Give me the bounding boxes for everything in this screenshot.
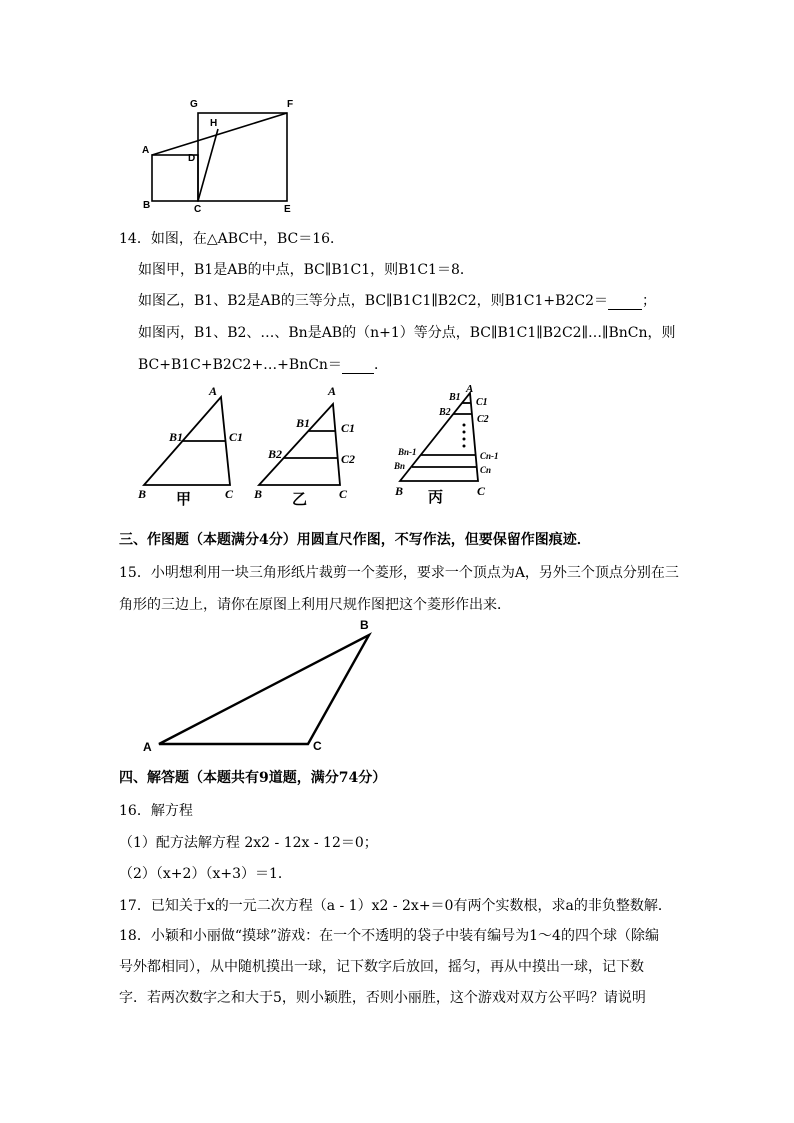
bing-label-Bn: Bn xyxy=(394,461,406,471)
q14-line4: 如图丙，B1、B2、…、Bn是AB的（n+1）等分点，BC∥B1C1∥B2C2∥…∥BnCn，则 xyxy=(138,325,676,341)
q14-line3-end: ； xyxy=(641,293,656,309)
q18-line1: 18．小颖和小丽做“摸球”游戏：在一个不透明的袋子中装有编号为1～4的四个球（除编 xyxy=(119,928,659,944)
q15-label-A: A xyxy=(143,740,152,754)
q14-line5 xyxy=(138,354,388,374)
q16-title: 16．解方程 xyxy=(119,803,193,819)
jia-label-B1: B1 xyxy=(169,430,184,444)
label-G: G xyxy=(190,99,198,110)
label-B: B xyxy=(143,200,151,211)
bing-label-C2: C2 xyxy=(477,414,489,425)
yi-label-B2: B2 xyxy=(268,447,283,461)
label-E: E xyxy=(284,204,291,215)
yi-label-B1: B1 xyxy=(296,416,311,430)
bing-label-C: C xyxy=(477,484,486,498)
bing-label-Cn: Cn xyxy=(480,465,492,475)
q14-line1: 14．如图，在△ABC中，BC＝16． xyxy=(119,231,345,247)
section-3-title: 三、作图题（本题满分4分）用圆直尺作图，不写作法，但要保留作图痕迹． xyxy=(119,532,591,548)
label-H: H xyxy=(210,118,218,129)
question-17: 17．已知关于x的一元二次方程（a - 1）x2 - 2x+＝0有两个实数根，求a的非负整数解． xyxy=(119,898,672,914)
q14-line5-end: ． xyxy=(373,357,388,373)
q18-line3: 字．若两次数字之和大于5，则小颖胜，否则小丽胜，这个游戏对双方公平吗？请说明 xyxy=(119,990,646,1006)
jia-label-A: A xyxy=(209,384,218,398)
bing-label-B1: B1 xyxy=(449,392,461,403)
bing-label-Cn-1: Cn-1 xyxy=(480,451,499,461)
label-C: C xyxy=(194,204,202,215)
label-D: D xyxy=(188,153,196,164)
q14-line2: 如图甲，B1是AB的中点，BC∥B1C1，则B1C1＝8． xyxy=(138,262,474,278)
jia-caption: 甲 xyxy=(176,490,192,508)
bing-label-B2: B2 xyxy=(439,407,451,418)
bing-label-Bn-1: Bn-1 xyxy=(398,447,417,457)
section-4-title: 四、解答题（本题共有9道题，满分74分） xyxy=(119,770,387,786)
q14-line3 xyxy=(138,290,656,310)
bing-caption: 丙 xyxy=(428,488,444,506)
bing-label-C1: C1 xyxy=(476,397,488,408)
yi-label-A: A xyxy=(328,384,337,398)
jia-label-B: B xyxy=(138,487,147,501)
yi-label-C2: C2 xyxy=(341,452,356,466)
jia-label-C1: C1 xyxy=(229,430,244,444)
bing-label-B: B xyxy=(395,484,404,498)
q15-label-C: C xyxy=(313,739,322,753)
label-A: A xyxy=(142,145,150,156)
answer-blank-1 xyxy=(608,295,642,310)
bing-label-A: A xyxy=(466,383,474,395)
yi-caption: 乙 xyxy=(292,490,308,508)
q15-line2: 角形的三边上，请你在原图上利用尺规作图把这个菱形作出来． xyxy=(119,597,511,613)
yi-label-B: B xyxy=(254,487,263,501)
q16-item2: （2）（x+2）（x+3）＝1． xyxy=(119,866,292,882)
answer-blank-2 xyxy=(342,359,374,374)
q16-item1: （1）配方法解方程 2x2 - 12x - 12＝0； xyxy=(119,835,378,851)
yi-label-C: C xyxy=(339,487,348,501)
q14-line5-text: BC+B1C+B2C2+…+BnCn＝ xyxy=(138,357,342,373)
q14-line3-text: 如图乙，B1、B2是AB的三等分点，BC∥B1C1∥B2C2，则B1C1+B2C2＝ xyxy=(138,293,608,309)
jia-label-C: C xyxy=(225,487,234,501)
q15-line1: 15．小明想利用一块三角形纸片裁剪一个菱形，要求一个顶点为A，另外三个顶点分别在三 xyxy=(119,565,679,581)
yi-label-C1: C1 xyxy=(341,421,356,435)
q18-line2: 号外都相同），从中随机摸出一球，记下数字后放回，摇匀，再从中摸出一球，记下数 xyxy=(119,959,644,975)
label-F: F xyxy=(287,99,294,110)
q15-label-B: B xyxy=(360,618,369,632)
